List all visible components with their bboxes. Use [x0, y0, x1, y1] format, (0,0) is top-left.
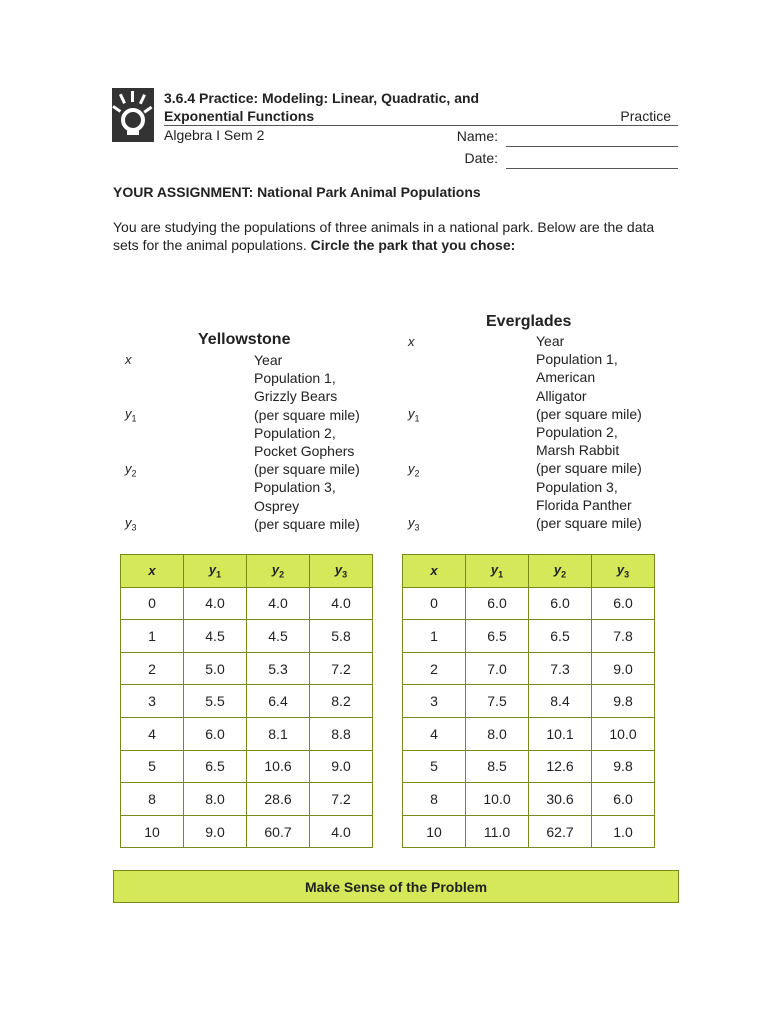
- table-row: [403, 750, 655, 783]
- table-cell: 7.5: [466, 685, 529, 718]
- header-divider: [164, 125, 678, 126]
- yellowstone-var-y1: $y_1$: [125, 406, 137, 424]
- table-cell: 10: [121, 815, 184, 848]
- table-cell: 3: [403, 685, 466, 718]
- table-row: [121, 620, 373, 653]
- table-cell: 10.1: [529, 717, 592, 750]
- table-header-row: [121, 555, 373, 588]
- table-row: [403, 783, 655, 816]
- everglades-var-y2: $y_2$: [408, 461, 420, 479]
- table-cell: 9.0: [592, 652, 655, 685]
- intro-bold-text: Circle the park that you chose:: [310, 237, 516, 253]
- table-cell: 8.0: [466, 717, 529, 750]
- table-cell: 7.3: [529, 652, 592, 685]
- table-cell: 4.5: [184, 620, 247, 653]
- yellowstone-var-x: x: [125, 352, 132, 367]
- name-label: Name:: [456, 128, 498, 144]
- table-cell: 5.0: [184, 652, 247, 685]
- doc-type-label: Practice: [620, 108, 671, 124]
- table-cell: 0: [403, 587, 466, 620]
- table-cell: 6.5: [529, 620, 592, 653]
- table-header-row: [403, 555, 655, 588]
- table-cell: 1: [121, 620, 184, 653]
- yellowstone-var-y2: $y_2$: [125, 461, 137, 479]
- table-cell: 11.0: [466, 815, 529, 848]
- table-cell: 7.0: [466, 652, 529, 685]
- table-cell: 4.5: [247, 620, 310, 653]
- table-cell: 8.1: [247, 717, 310, 750]
- table-cell: 1.0: [592, 815, 655, 848]
- table-row: [121, 652, 373, 685]
- table-cell: 6.0: [466, 587, 529, 620]
- table-cell: 28.6: [247, 783, 310, 816]
- table-cell: 9.8: [592, 685, 655, 718]
- table-cell: 9.8: [592, 750, 655, 783]
- table-cell: 4: [403, 717, 466, 750]
- header-y3: $y_3$: [592, 555, 655, 588]
- header-x: x: [403, 555, 466, 588]
- table-cell: 0: [121, 587, 184, 620]
- page-title: 3.6.4 Practice: Modeling: Linear, Quadratic, and Exponential Functions: [164, 90, 480, 124]
- everglades-data-table: [402, 554, 655, 848]
- table-row: [403, 815, 655, 848]
- table-cell: 8.8: [310, 717, 373, 750]
- table-cell: 6.0: [184, 717, 247, 750]
- table-cell: 10.0: [592, 717, 655, 750]
- table-cell: 7.8: [592, 620, 655, 653]
- lightbulb-logo-icon: [112, 88, 154, 142]
- table-row: [403, 717, 655, 750]
- table-cell: 6.4: [247, 685, 310, 718]
- table-cell: 10.6: [247, 750, 310, 783]
- header-y1: $y_1$: [466, 555, 529, 588]
- table-cell: 6.5: [466, 620, 529, 653]
- date-label: Date:: [464, 150, 498, 166]
- course-label: Algebra I Sem 2: [164, 127, 265, 143]
- table-cell: 60.7: [247, 815, 310, 848]
- table-cell: 12.6: [529, 750, 592, 783]
- everglades-var-y3: $y_3$: [408, 515, 420, 533]
- header-x: x: [121, 555, 184, 588]
- table-cell: 5.5: [184, 685, 247, 718]
- date-field[interactable]: [506, 168, 678, 169]
- table-row: [403, 587, 655, 620]
- name-field[interactable]: [506, 146, 678, 147]
- table-cell: 2: [403, 652, 466, 685]
- park-title-everglades[interactable]: Everglades: [486, 313, 572, 330]
- table-cell: 5.3: [247, 652, 310, 685]
- table-cell: 4.0: [247, 587, 310, 620]
- table-cell: 8.0: [184, 783, 247, 816]
- table-cell: 8.2: [310, 685, 373, 718]
- header-y3: $y_3$: [310, 555, 373, 588]
- table-row: [121, 815, 373, 848]
- header-y1: $y_1$: [184, 555, 247, 588]
- table-cell: 9.0: [310, 750, 373, 783]
- table-cell: 6.0: [592, 587, 655, 620]
- section-banner: Make Sense of the Problem: [113, 870, 679, 903]
- table-cell: 62.7: [529, 815, 592, 848]
- everglades-variable-descriptions: Year Population 1, American Alligator (per square mile) Population 2, Marsh Rabbit (per square mile) Population 3, Florida Panther (per square mile): [536, 333, 642, 532]
- table-cell: 8.4: [529, 685, 592, 718]
- table-cell: 5: [121, 750, 184, 783]
- table-cell: 8.5: [466, 750, 529, 783]
- header-y2: $y_2$: [529, 555, 592, 588]
- table-cell: 7.2: [310, 783, 373, 816]
- table-cell: 4.0: [310, 815, 373, 848]
- yellowstone-variable-descriptions: Year Population 1, Grizzly Bears (per square mile) Population 2, Pocket Gophers (per square mile) Population 3, Osprey (per square mile): [254, 352, 360, 532]
- table-row: [121, 750, 373, 783]
- everglades-var-x: x: [408, 334, 415, 349]
- table-row: [403, 652, 655, 685]
- table-cell: 2: [121, 652, 184, 685]
- table-cell: 6.5: [184, 750, 247, 783]
- yellowstone-var-y3: $y_3$: [125, 515, 137, 533]
- table-cell: 4.0: [184, 587, 247, 620]
- table-cell: 7.2: [310, 652, 373, 685]
- table-row: [121, 685, 373, 718]
- table-row: [121, 587, 373, 620]
- assignment-heading: YOUR ASSIGNMENT: National Park Animal Populations: [113, 184, 481, 200]
- table-row: [403, 685, 655, 718]
- table-row: [121, 717, 373, 750]
- table-cell: 5: [403, 750, 466, 783]
- table-cell: 3: [121, 685, 184, 718]
- table-cell: 9.0: [184, 815, 247, 848]
- table-cell: 4: [121, 717, 184, 750]
- table-cell: 30.6: [529, 783, 592, 816]
- yellowstone-data-table: [120, 554, 373, 848]
- assignment-intro: [113, 218, 673, 254]
- table-cell: 10.0: [466, 783, 529, 816]
- table-cell: 1: [403, 620, 466, 653]
- table-row: [121, 783, 373, 816]
- everglades-var-y1: $y_1$: [408, 406, 420, 424]
- table-cell: 8: [403, 783, 466, 816]
- park-title-yellowstone[interactable]: Yellowstone: [198, 331, 291, 348]
- table-cell: 5.8: [310, 620, 373, 653]
- table-cell: 4.0: [310, 587, 373, 620]
- table-cell: 8: [121, 783, 184, 816]
- table-cell: 6.0: [529, 587, 592, 620]
- header-y2: $y_2$: [247, 555, 310, 588]
- intro-text: You are studying the populations of three animals in a national park. Below are the data sets for the animal populations.: [113, 219, 655, 253]
- table-cell: 10: [403, 815, 466, 848]
- table-row: [403, 620, 655, 653]
- table-cell: 6.0: [592, 783, 655, 816]
